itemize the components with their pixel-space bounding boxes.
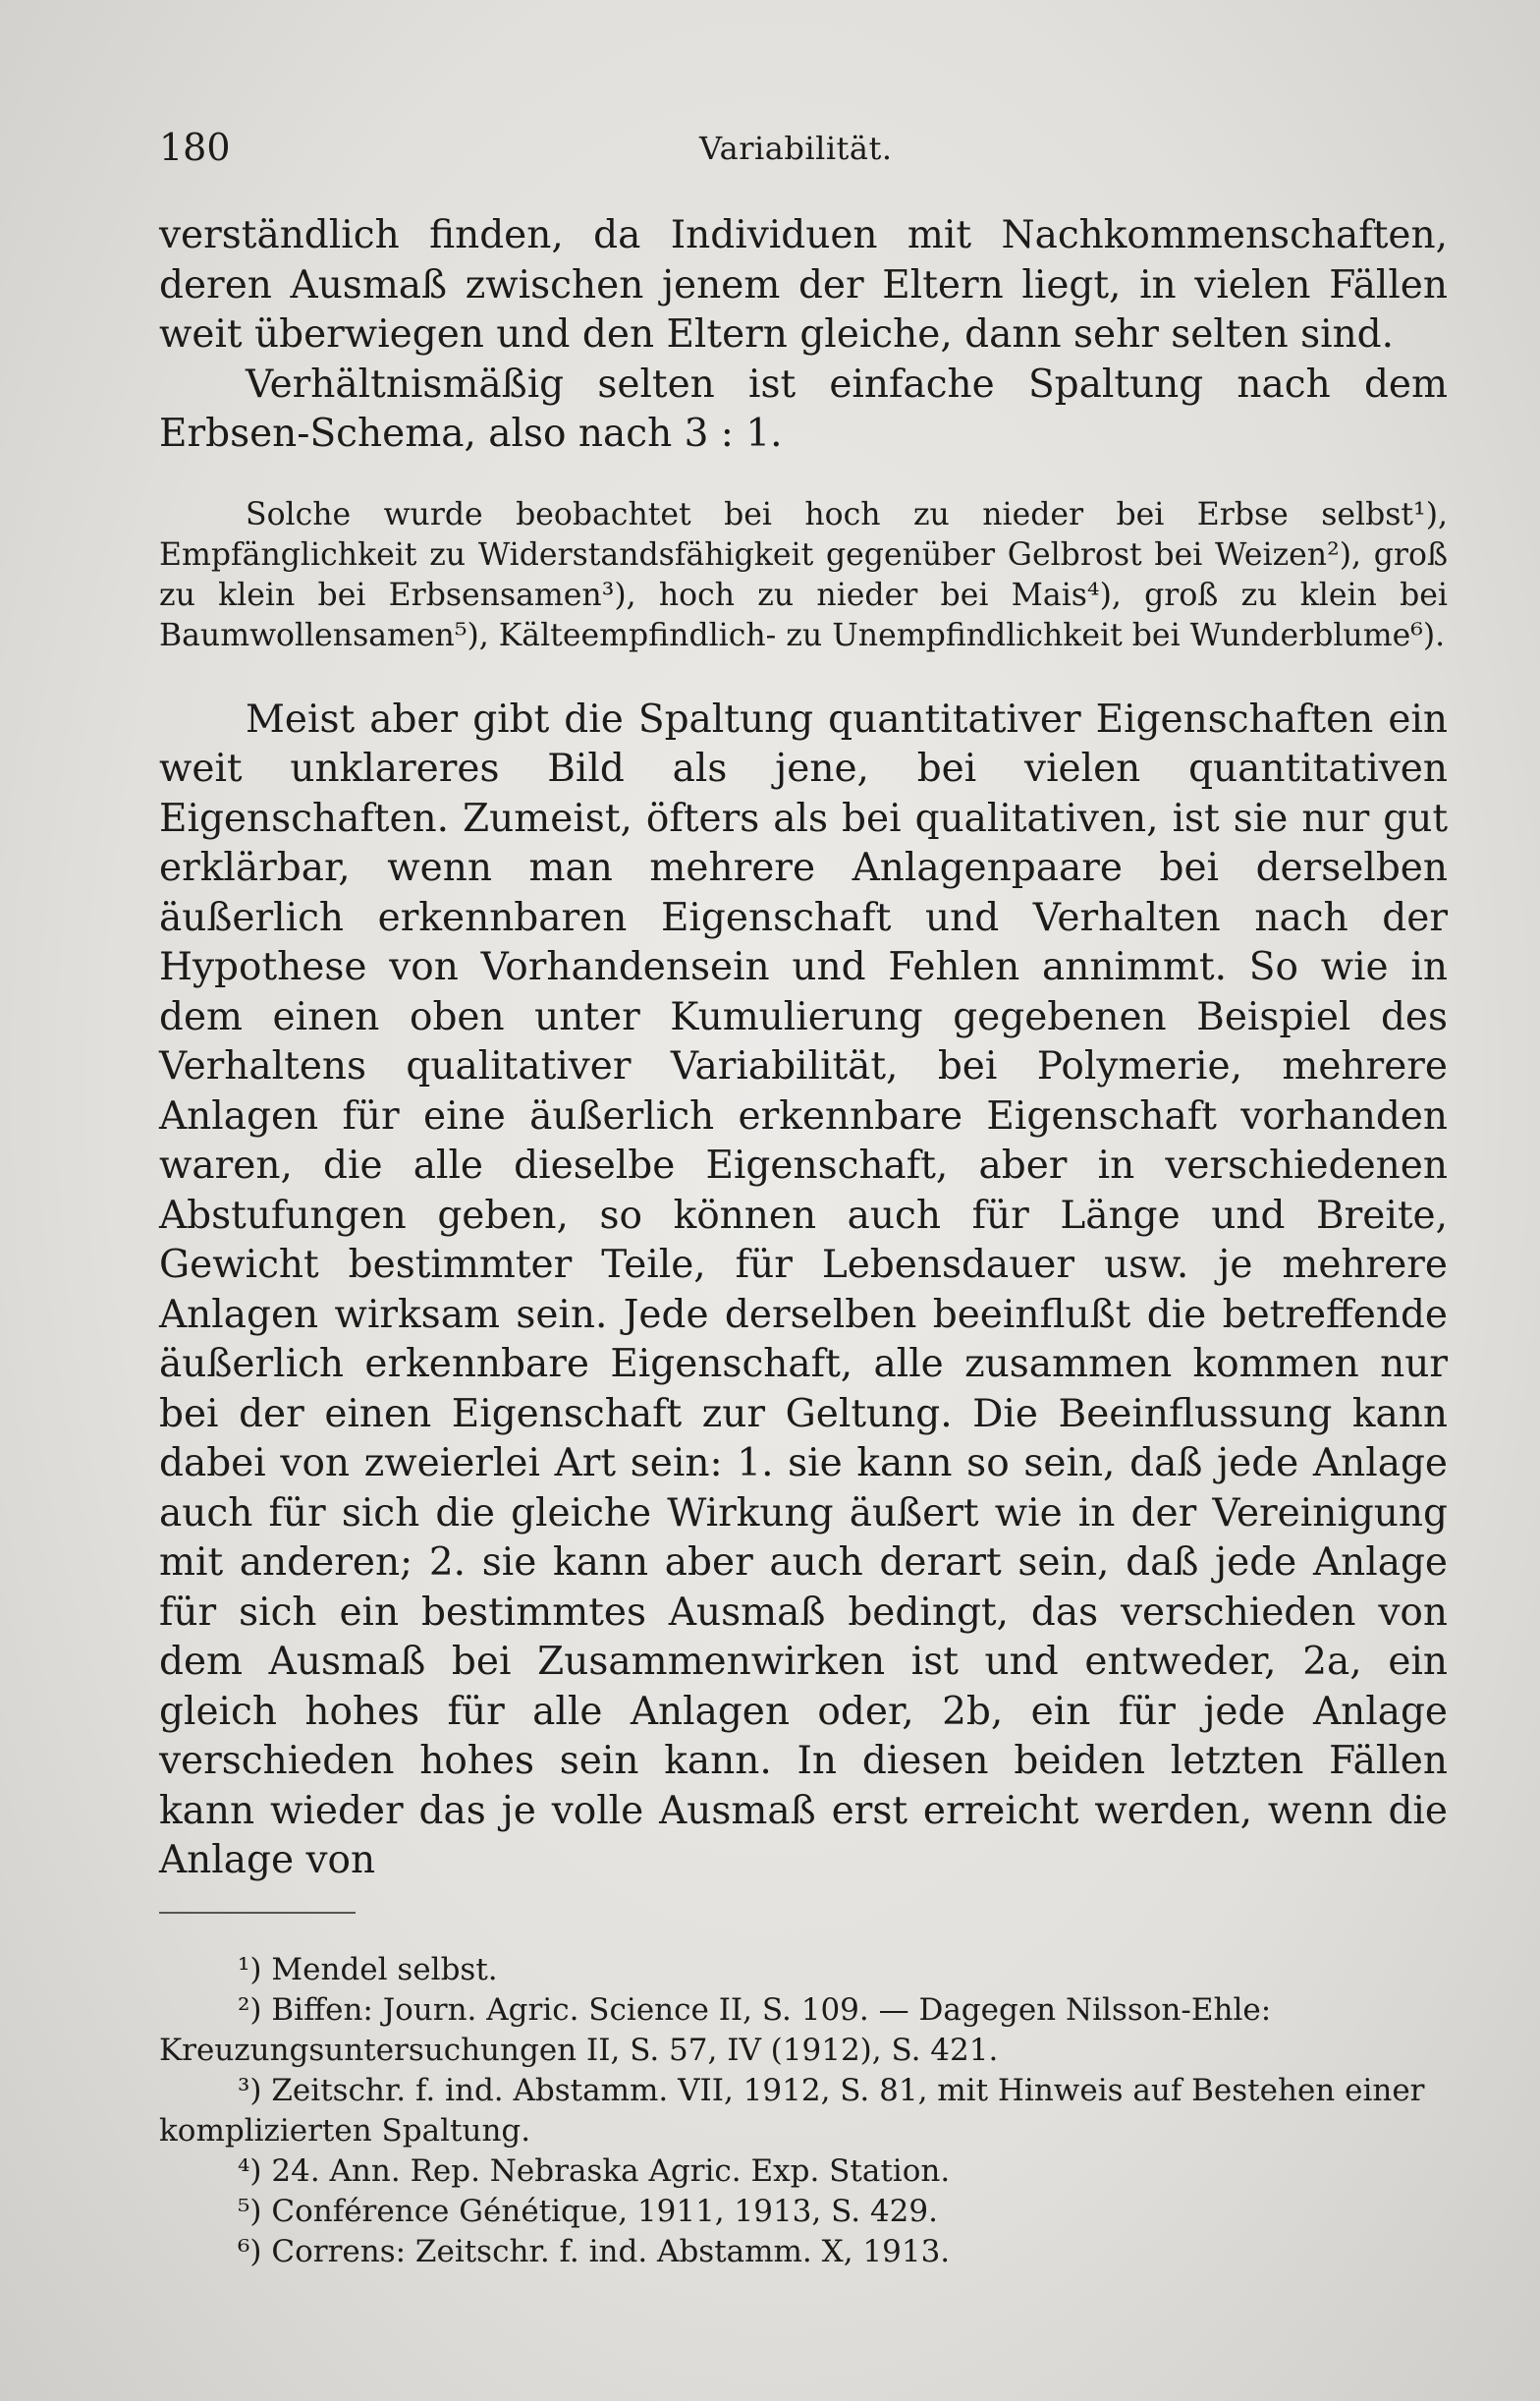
footnote-6-text: Correns: Zeitschr. f. ind. Abstamm. X, 1913. (271, 2234, 951, 2269)
footnote-3-text: Zeitschr. f. ind. Abstamm. VII, 1912, S. 81, mit Hinweis auf Bestehen einer komplizierten Spaltung. (159, 2073, 1425, 2149)
paragraph-2: Verhältnismäßig selten ist einfache Spaltung nach dem Erbsen-Schema, also nach 3 : 1. (159, 362, 1448, 456)
footnote-2-marker: ²) (238, 1992, 262, 2028)
footnote-3 (159, 2071, 1448, 2151)
footnote-4-marker: ⁴) (238, 2153, 262, 2189)
footnote-5 (159, 2192, 1448, 2232)
small-print-paragraph: Solche wurde beobachtet bei hoch zu nieder bei Erbse selbst¹), Empfänglichkeit zu Widerstandsfähigkeit gegenüber Gelbrost bei Weizen²), groß zu klein bei Erbsensamen³), hoch zu nieder bei Mais⁴), groß zu klein bei Baumwollensamen⁵), Kälteempfindlich- zu Unempfindlichkeit bei Wunderblume⁶). (159, 496, 1448, 653)
footnote-4-text: 24. Ann. Rep. Nebraska Agric. Exp. Station. (271, 2153, 951, 2189)
footnote-1-text: Mendel selbst. (271, 1952, 498, 1987)
footnote-1 (159, 1950, 1448, 1990)
running-head: Variabilität. (699, 130, 893, 167)
footnote-5-marker: ⁵) (238, 2194, 262, 2229)
body-text (159, 211, 1448, 1886)
footnote-6-marker: ⁶) (238, 2234, 262, 2269)
footnote-2 (159, 1990, 1448, 2071)
footnote-6 (159, 2232, 1448, 2272)
footnote-5-text: Conférence Génétique, 1911, 1913, S. 429. (271, 2194, 938, 2229)
page-header (159, 126, 1452, 175)
footnote-1-marker: ¹) (238, 1952, 262, 1987)
footnotes (159, 1950, 1448, 2272)
footnote-2-text: Biffen: Journ. Agric. Science II, S. 109. — Dagegen Nilsson-Ehle: Kreuzungsuntersuchungen II, S. 57, IV (1912), S. 421. (159, 1992, 1272, 2068)
footnote-3-marker: ³) (238, 2073, 262, 2108)
paragraph-1: verständlich finden, da Individuen mit Nachkommenschaften, deren Ausmaß zwischen jenem der Eltern liegt, in vielen Fällen weit überwiegen und den Eltern gleiche, dann sehr selten sind. (159, 213, 1448, 357)
footnote-separator (159, 1912, 356, 1914)
page-number: 180 (159, 126, 231, 169)
paragraph-3: Meist aber gibt die Spaltung quantitativer Eigenschaften ein weit unklareres Bild als jene, bei vielen quantitativen Eigenschaften. Zumeist, öfters als bei qualitativen, ist sie nur gut erklärbar, wenn man mehrere Anlagenpaare bei derselben äußerlich erkennbaren Eigenschaft und Verhalten nach der Hypothese von Vorhandensein und Fehlen annimmt. So wie in dem einen oben unter Kumulierung gegebenen Beispiel des Verhaltens qualitativer Variabilität, bei Polymerie, mehrere Anlagen für eine äußerlich erkennbare Eigenschaft vorhanden waren, die alle dieselbe Eigenschaft, aber in verschiedenen Abstufungen geben, so können auch für Länge und Breite, Gewicht bestimmter Teile, für Lebensdauer usw. je mehrere Anlagen wirksam sein. Jede derselben beeinflußt die betreffende äußerlich erkennbare Eigenschaft, alle zusammen kommen nur bei der einen Eigenschaft zur Geltung. Die Beeinflussung kann dabei von zweierlei Art sein: 1. sie kann so sein, daß jede Anlage auch für sich die gleiche Wirkung äußert wie in der Vereinigung mit anderen; 2. sie kann aber auch derart sein, daß jede Anlage für sich ein bestimmtes Ausmaß bedingt, das verschieden von dem Ausmaß bei Zusammenwirken ist und entweder, 2a, ein gleich hohes für alle Anlagen oder, 2b, ein für jede Anlage verschieden hohes sein kann. In diesen beiden letzten Fällen kann wieder das je volle Ausmaß erst erreicht werden, wenn die Anlage von (159, 697, 1448, 1882)
footnote-4 (159, 2151, 1448, 2192)
